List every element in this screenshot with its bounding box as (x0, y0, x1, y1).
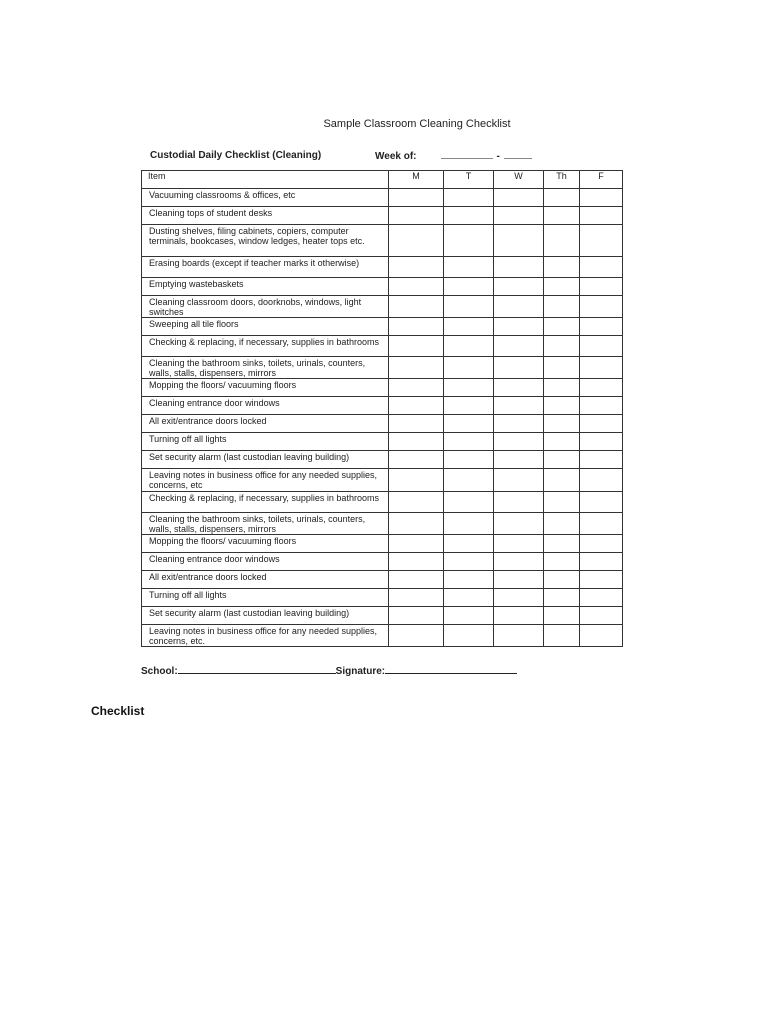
check-cell-monday[interactable] (389, 318, 444, 336)
check-cell-friday[interactable] (580, 207, 623, 225)
checklist-item-label: Set security alarm (last custodian leaving building) (142, 451, 389, 469)
check-cell-thursday[interactable] (544, 257, 580, 278)
table-row (142, 433, 623, 451)
table-row (142, 607, 623, 625)
cleaning-checklist-table (141, 170, 623, 647)
page-title: Sample Classroom Cleaning Checklist (323, 118, 511, 130)
table-row (142, 469, 623, 492)
check-cell-thursday[interactable] (544, 379, 580, 397)
check-cell-wednesday[interactable] (494, 397, 544, 415)
check-cell-wednesday[interactable] (494, 451, 544, 469)
table-header-row (142, 171, 623, 189)
check-cell-monday[interactable] (389, 336, 444, 357)
check-cell-tuesday[interactable] (444, 357, 494, 379)
check-cell-monday[interactable] (389, 296, 444, 318)
check-cell-tuesday[interactable] (444, 451, 494, 469)
table-row (142, 336, 623, 357)
table-row (142, 278, 623, 296)
check-cell-wednesday[interactable] (494, 278, 544, 296)
table-row (142, 207, 623, 225)
table-row (142, 397, 623, 415)
check-cell-wednesday[interactable] (494, 492, 544, 513)
checklist-item-label: Turning off all lights (142, 589, 389, 607)
week-of-field (375, 150, 532, 162)
table-row (142, 492, 623, 513)
check-cell-monday[interactable] (389, 589, 444, 607)
check-cell-wednesday[interactable] (494, 589, 544, 607)
week-separator: - (496, 151, 500, 162)
check-cell-tuesday[interactable] (444, 207, 494, 225)
table-row (142, 571, 623, 589)
table-row (142, 357, 623, 379)
check-cell-friday[interactable] (580, 571, 623, 589)
check-cell-wednesday[interactable] (494, 433, 544, 451)
column-header-friday: F (580, 171, 623, 189)
week-of-label: Week of: (375, 151, 417, 162)
check-cell-wednesday[interactable] (494, 257, 544, 278)
check-cell-tuesday[interactable] (444, 492, 494, 513)
check-cell-tuesday[interactable] (444, 415, 494, 433)
table-row (142, 379, 623, 397)
signature-line (141, 664, 517, 677)
table-row (142, 625, 623, 647)
check-cell-friday[interactable] (580, 625, 623, 647)
check-cell-monday[interactable] (389, 397, 444, 415)
check-cell-thursday[interactable] (544, 625, 580, 647)
column-header-thursday: Th (544, 171, 580, 189)
check-cell-friday[interactable] (580, 225, 623, 257)
check-cell-tuesday[interactable] (444, 278, 494, 296)
column-header-item: Item (142, 171, 389, 189)
check-cell-thursday[interactable] (544, 336, 580, 357)
signature-label: Signature: (335, 666, 386, 677)
check-cell-tuesday[interactable] (444, 336, 494, 357)
check-cell-thursday[interactable] (544, 469, 580, 492)
check-cell-thursday[interactable] (544, 513, 580, 535)
check-cell-monday[interactable] (389, 535, 444, 553)
check-cell-friday[interactable] (580, 469, 623, 492)
check-cell-wednesday[interactable] (494, 207, 544, 225)
check-cell-friday[interactable] (580, 607, 623, 625)
check-cell-monday[interactable] (389, 415, 444, 433)
table-row (142, 415, 623, 433)
check-cell-thursday[interactable] (544, 189, 580, 207)
check-cell-thursday[interactable] (544, 492, 580, 513)
check-cell-monday[interactable] (389, 207, 444, 225)
checklist-subtitle: Custodial Daily Checklist (Cleaning) (150, 150, 322, 161)
check-cell-wednesday[interactable] (494, 607, 544, 625)
checklist-item-label: All exit/entrance doors locked (142, 415, 389, 433)
check-cell-friday[interactable] (580, 535, 623, 553)
check-cell-monday[interactable] (389, 278, 444, 296)
table-row (142, 553, 623, 571)
check-cell-wednesday[interactable] (494, 625, 544, 647)
check-cell-wednesday[interactable] (494, 357, 544, 379)
table-row (142, 589, 623, 607)
check-cell-tuesday[interactable] (444, 257, 494, 278)
check-cell-friday[interactable] (580, 257, 623, 278)
check-cell-thursday[interactable] (544, 433, 580, 451)
check-cell-thursday[interactable] (544, 571, 580, 589)
check-cell-tuesday[interactable] (444, 397, 494, 415)
checklist-body (142, 189, 623, 647)
check-cell-tuesday[interactable] (444, 607, 494, 625)
check-cell-wednesday[interactable] (494, 225, 544, 257)
check-cell-monday[interactable] (389, 553, 444, 571)
checklist-item-label: Vacuuming classrooms & offices, etc (142, 189, 389, 207)
checklist-caption: Checklist (91, 704, 145, 718)
checklist-item-label: Mopping the floors/ vacuuming floors (142, 535, 389, 553)
check-cell-tuesday[interactable] (444, 296, 494, 318)
table-row (142, 318, 623, 336)
column-header-tuesday: T (444, 171, 494, 189)
checklist-item-label: Dusting shelves, filing cabinets, copiers, computer terminals, bookcases, window ledges, heater tops etc. (142, 225, 389, 257)
checklist-item-label: Cleaning tops of student desks (142, 207, 389, 225)
check-cell-monday[interactable] (389, 469, 444, 492)
check-cell-wednesday[interactable] (494, 513, 544, 535)
checklist-item-label: Checking & replacing, if necessary, supplies in bathrooms (142, 336, 389, 357)
checklist-item-label: Erasing boards (except if teacher marks it otherwise) (142, 257, 389, 278)
check-cell-tuesday[interactable] (444, 553, 494, 571)
check-cell-wednesday[interactable] (494, 571, 544, 589)
check-cell-monday[interactable] (389, 571, 444, 589)
check-cell-friday[interactable] (580, 379, 623, 397)
checklist-item-label: Cleaning entrance door windows (142, 553, 389, 571)
check-cell-tuesday[interactable] (444, 625, 494, 647)
check-cell-wednesday[interactable] (494, 318, 544, 336)
check-cell-wednesday[interactable] (494, 535, 544, 553)
check-cell-tuesday[interactable] (444, 513, 494, 535)
check-cell-wednesday[interactable] (494, 336, 544, 357)
check-cell-thursday[interactable] (544, 535, 580, 553)
checklist-item-label: Sweeping all tile floors (142, 318, 389, 336)
table-row (142, 535, 623, 553)
check-cell-thursday[interactable] (544, 553, 580, 571)
check-cell-friday[interactable] (580, 296, 623, 318)
table-row (142, 451, 623, 469)
table-row (142, 257, 623, 278)
check-cell-thursday[interactable] (544, 318, 580, 336)
check-cell-friday[interactable] (580, 397, 623, 415)
check-cell-friday[interactable] (580, 433, 623, 451)
check-cell-tuesday[interactable] (444, 433, 494, 451)
check-cell-friday[interactable] (580, 513, 623, 535)
check-cell-monday[interactable] (389, 607, 444, 625)
check-cell-thursday[interactable] (544, 357, 580, 379)
check-cell-monday[interactable] (389, 379, 444, 397)
check-cell-tuesday[interactable] (444, 571, 494, 589)
column-header-monday: M (389, 171, 444, 189)
check-cell-monday[interactable] (389, 189, 444, 207)
check-cell-friday[interactable] (580, 318, 623, 336)
check-cell-thursday[interactable] (544, 415, 580, 433)
check-cell-thursday[interactable] (544, 207, 580, 225)
signature-blank[interactable] (385, 664, 517, 674)
check-cell-thursday[interactable] (544, 225, 580, 257)
checklist-item-label: Cleaning the bathroom sinks, toilets, urinals, counters, walls, stalls, dispensers, mirrors (142, 513, 389, 535)
check-cell-monday[interactable] (389, 357, 444, 379)
check-cell-tuesday[interactable] (444, 535, 494, 553)
checklist-item-label: Checking & replacing, if necessary, supplies in bathrooms (142, 492, 389, 513)
check-cell-wednesday[interactable] (494, 296, 544, 318)
table-row (142, 225, 623, 257)
check-cell-friday[interactable] (580, 492, 623, 513)
check-cell-thursday[interactable] (544, 589, 580, 607)
week-end-blank[interactable] (504, 150, 532, 159)
check-cell-tuesday[interactable] (444, 469, 494, 492)
table-row (142, 189, 623, 207)
checklist-item-label: Emptying wastebaskets (142, 278, 389, 296)
check-cell-tuesday[interactable] (444, 318, 494, 336)
check-cell-wednesday[interactable] (494, 553, 544, 571)
check-cell-friday[interactable] (580, 336, 623, 357)
check-cell-thursday[interactable] (544, 397, 580, 415)
check-cell-monday[interactable] (389, 451, 444, 469)
check-cell-monday[interactable] (389, 492, 444, 513)
check-cell-thursday[interactable] (544, 278, 580, 296)
check-cell-thursday[interactable] (544, 607, 580, 625)
check-cell-friday[interactable] (580, 278, 623, 296)
check-cell-friday[interactable] (580, 451, 623, 469)
column-header-wednesday: W (494, 171, 544, 189)
table-row (142, 296, 623, 318)
checklist-item-label: Cleaning the bathroom sinks, toilets, urinals, counters, walls, stalls, dispensers, mirrors (142, 357, 389, 379)
school-blank[interactable] (178, 664, 336, 674)
checklist-item-label: Leaving notes in business office for any needed supplies, concerns, etc (142, 469, 389, 492)
check-cell-tuesday[interactable] (444, 189, 494, 207)
check-cell-wednesday[interactable] (494, 469, 544, 492)
check-cell-monday[interactable] (389, 513, 444, 535)
check-cell-tuesday[interactable] (444, 225, 494, 257)
check-cell-tuesday[interactable] (444, 379, 494, 397)
check-cell-friday[interactable] (580, 589, 623, 607)
checklist-item-label: Set security alarm (last custodian leaving building) (142, 607, 389, 625)
week-start-blank[interactable] (441, 150, 493, 159)
checklist-item-label: Turning off all lights (142, 433, 389, 451)
check-cell-monday[interactable] (389, 433, 444, 451)
checklist-item-label: Cleaning entrance door windows (142, 397, 389, 415)
check-cell-thursday[interactable] (544, 296, 580, 318)
checklist-item-label: All exit/entrance doors locked (142, 571, 389, 589)
check-cell-friday[interactable] (580, 357, 623, 379)
check-cell-monday[interactable] (389, 257, 444, 278)
school-label: School: (141, 666, 178, 677)
check-cell-wednesday[interactable] (494, 415, 544, 433)
check-cell-wednesday[interactable] (494, 189, 544, 207)
check-cell-friday[interactable] (580, 189, 623, 207)
check-cell-tuesday[interactable] (444, 589, 494, 607)
check-cell-wednesday[interactable] (494, 379, 544, 397)
checklist-item-label: Mopping the floors/ vacuuming floors (142, 379, 389, 397)
check-cell-thursday[interactable] (544, 451, 580, 469)
check-cell-monday[interactable] (389, 225, 444, 257)
checklist-item-label: Cleaning classroom doors, doorknobs, windows, light switches (142, 296, 389, 318)
check-cell-monday[interactable] (389, 625, 444, 647)
table-row (142, 513, 623, 535)
checklist-item-label: Leaving notes in business office for any needed supplies, concerns, etc. (142, 625, 389, 647)
check-cell-friday[interactable] (580, 415, 623, 433)
check-cell-friday[interactable] (580, 553, 623, 571)
